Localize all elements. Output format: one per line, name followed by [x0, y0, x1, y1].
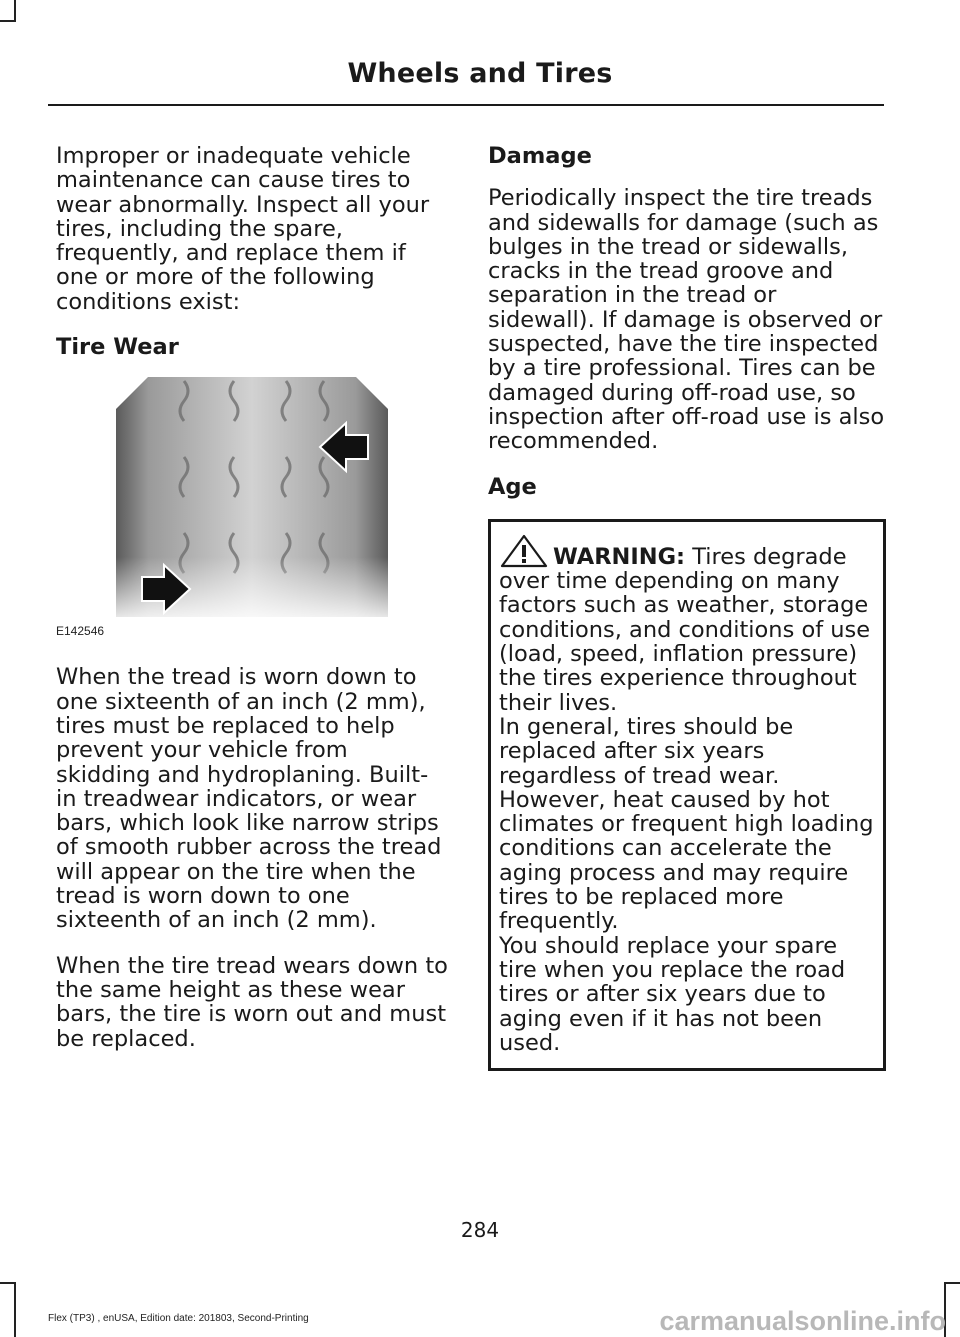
watermark: carmanualsonline.info	[659, 1306, 946, 1336]
warning-paragraph-1	[499, 534, 877, 715]
crop-mark	[944, 1282, 960, 1284]
page-title: Wheels and Tires	[347, 58, 613, 89]
tire-tread-illustration	[56, 377, 448, 645]
header-divider	[48, 104, 884, 106]
damage-paragraph: Periodically inspect the tire treads and sidewalls for damage (such as bulges in the tread or sidewalls, cracks in the tread groove and separation in the tread or sidewall). If damage is observed or suspected, have the tire inspected by a tire professional. Tires can be damaged during off-road use, so inspection after off-road use is also recommended.	[488, 185, 885, 455]
tire-wear-heading: Tire Wear	[56, 334, 179, 361]
left-column	[56, 144, 448, 1072]
crop-mark	[14, 0, 16, 22]
warning-paragraph-2: In general, tires should be replaced after six years regardless of tread wear. However, heat caused by hot climates or frequent high loading conditions can accelerate the aging process and may require tires to be replaced more frequently.	[499, 713, 874, 935]
right-column	[488, 144, 886, 1071]
age-heading: Age	[488, 473, 537, 500]
treadwear-paragraph: When the tread is worn down to one sixteenth of an inch (2 mm), tires must be replaced to help prevent your vehicle from skidding and hydroplaning. Built-in treadwear indicators, or wear bars, which look like narrow strips of smooth rubber across the tread will appear on the tire when the tread is worn down to one sixteenth of an inch (2 mm).	[56, 664, 442, 934]
warning-triangle-icon	[499, 534, 549, 568]
warning-box	[488, 519, 886, 1071]
warning-text-1: Tires degrade over time depending on many factors such as weather, storage conditions, and conditions of use (load, speed, inflation pressure) the tires experience throughout their lives.	[499, 543, 871, 716]
damage-heading: Damage	[488, 143, 592, 169]
warning-label: WARNING:	[553, 543, 686, 570]
figure-code: E142546	[56, 624, 105, 639]
intro-paragraph: Improper or inadequate vehicle maintenance can cause tires to wear abnormally. Inspect all your tires, including the spare, frequently, and replace them if one or more of the following conditions exist:	[56, 143, 430, 315]
page-number: 284	[460, 1218, 500, 1242]
wear-bars-paragraph: When the tire tread wears down to the same height as these wear bars, the tire is worn out and must be replaced.	[56, 952, 448, 1052]
warning-paragraph-3: You should replace your spare tire when you replace the road tires or after six years due to aging even if it has not been used.	[499, 932, 846, 1056]
crop-mark	[14, 1282, 16, 1337]
edition-footer: Flex (TP3) , enUSA, Edition date: 201803, Second-Printing	[48, 1313, 309, 1324]
crop-mark	[0, 20, 16, 22]
crop-mark	[0, 1282, 16, 1284]
tire-tread-figure	[56, 377, 448, 645]
